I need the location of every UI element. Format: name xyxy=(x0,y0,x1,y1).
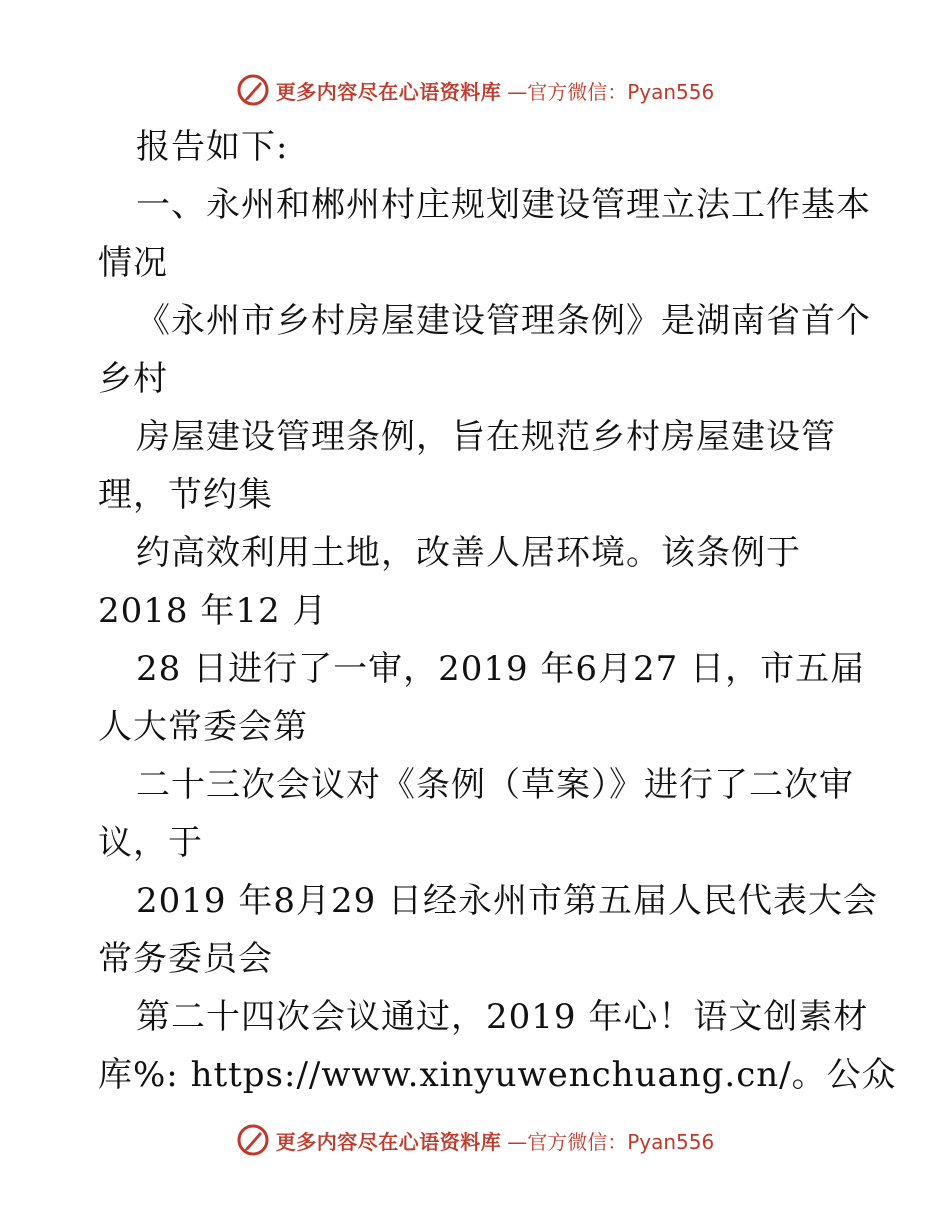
text-line: 一、永州和郴州村庄规划建设管理立法工作基本 xyxy=(136,185,871,225)
text-line: 《永州市乡村房屋建设管理条例》是湖南省首个 xyxy=(136,301,871,341)
text-line: 28 日进行了一审，2019 年6月27 日，市五届 xyxy=(136,649,866,689)
document-body xyxy=(0,118,950,1118)
text-line: 2018 年12 月 xyxy=(98,591,328,631)
text-line: 人大常委会第 xyxy=(98,707,308,747)
banner-wechat: —官方微信：Pyan556 xyxy=(507,1129,715,1154)
text-line: 议，于 xyxy=(98,823,203,863)
text-line: 第二十四次会议通过，2019 年心！语文创素材 xyxy=(136,997,869,1037)
text-line: 常务委员会 xyxy=(98,939,273,979)
banner-text: 更多内容尽在心语资料库 xyxy=(275,1129,502,1154)
text-line: 理，节约集 xyxy=(98,475,273,515)
header-watermark-banner xyxy=(0,70,950,110)
quill-pen-icon xyxy=(236,73,270,107)
text-line: 二十三次会议对《条例（草案）》进行了二次审 xyxy=(136,765,854,805)
banner-wechat: —官方微信：Pyan556 xyxy=(507,79,715,104)
text-line: 情况 xyxy=(98,243,168,283)
banner-text: 更多内容尽在心语资料库 xyxy=(275,79,502,104)
text-line: 报告如下: xyxy=(136,127,289,167)
footer-watermark-banner xyxy=(0,1120,950,1160)
text-line: 房屋建设管理条例，旨在规范乡村房屋建设管 xyxy=(136,417,836,457)
text-line: 乡村 xyxy=(98,359,168,399)
quill-pen-icon xyxy=(236,1123,270,1157)
text-line: 约高效利用土地，改善人居环境。该条例于 xyxy=(136,533,801,573)
text-line: 库%: https://www.xinyuwenchuang.cn/。公众 xyxy=(98,1055,897,1095)
text-line: 2019 年8月29 日经永州市第五届人民代表大会 xyxy=(136,881,879,921)
